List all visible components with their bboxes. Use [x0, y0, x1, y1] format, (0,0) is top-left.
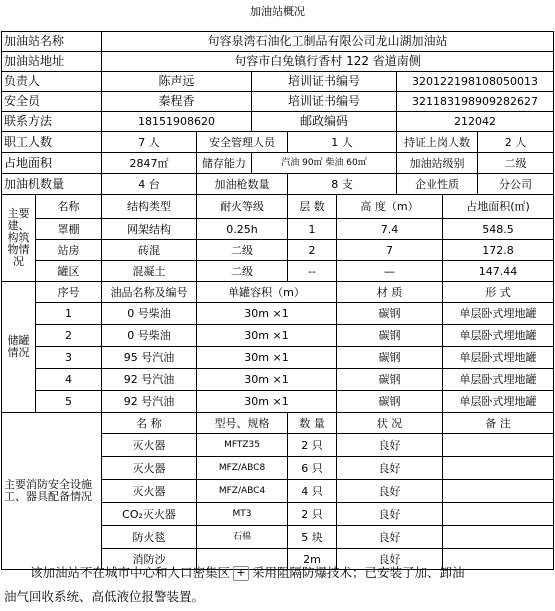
fire-item-status: 良好 [337, 480, 443, 503]
building-area: 548.5 [443, 219, 554, 240]
tank-product: 0 号柴油 [102, 303, 197, 325]
row-safety [2, 92, 554, 112]
fire-item-qty: 2 只 [288, 434, 337, 457]
fire-header-qty: 数 量 [288, 413, 337, 434]
safety-mgr-label: 安全管理人员 [197, 132, 288, 153]
row-area [2, 153, 554, 174]
fire-item-model: MFTZ35 [197, 434, 288, 457]
tank-type: 单层卧式埋地罐 [443, 325, 554, 347]
contact-value: 18151908620 [102, 112, 252, 132]
tank-volume: 30m ×1 [197, 369, 337, 391]
buildings-section-label: 主要建、构筑物情况 [2, 195, 36, 282]
buildings-header-name: 名称 [36, 195, 102, 219]
fire-item-status: 良好 [337, 549, 443, 570]
cert1-label: 培训证书编号 [252, 72, 397, 92]
building-fire-rating: 0.25h [197, 219, 288, 240]
row-manager [2, 72, 554, 92]
building-structure: 网架结构 [102, 219, 197, 240]
buildings-header-height: 高 度（m） [337, 195, 443, 219]
tanks-header-material: 材 质 [337, 282, 443, 303]
footer-text-part2: 采用阻隔防爆技术；已安装了加、卸油 [252, 565, 465, 580]
row-station-name [2, 32, 554, 52]
tank-material: 碳钢 [337, 391, 443, 413]
footer-note [4, 561, 552, 609]
postal-value: 212042 [397, 112, 554, 132]
tank-material: 碳钢 [337, 369, 443, 391]
nature-value: 分公司 [478, 174, 554, 195]
building-floors: -- [288, 261, 337, 282]
grade-label: 加油站级别 [397, 153, 478, 174]
row-contact [2, 112, 554, 132]
fire-item-model: MFZ/ABC8 [197, 457, 288, 480]
fire-item-qty: 6 只 [288, 457, 337, 480]
fire-item-remark [443, 526, 554, 549]
cert2-label: 培训证书编号 [252, 92, 397, 112]
building-area: 172.8 [443, 240, 554, 261]
machines-label: 加油机数量 [2, 174, 102, 195]
footer-line-2: 油气回收系统、高低液位报警装置。 [4, 589, 205, 604]
fire-header-row [2, 413, 554, 434]
fire-header-remark: 备 注 [443, 413, 554, 434]
buildings-header-row [2, 195, 554, 219]
building-height: 7 [337, 240, 443, 261]
tank-volume: 30m ×1 [197, 347, 337, 369]
area-label: 占地面积 [2, 153, 102, 174]
guns-label: 加油枪数量 [197, 174, 288, 195]
building-area: 147.44 [443, 261, 554, 282]
safety-value: 秦程香 [102, 92, 252, 112]
building-structure: 砖混 [102, 240, 197, 261]
tanks-header-index: 序号 [36, 282, 102, 303]
tank-product: 95 号汽油 [102, 347, 197, 369]
station-name-label: 加油站名称 [2, 32, 102, 52]
building-name: 站房 [36, 240, 102, 261]
fire-header-status: 状 况 [337, 413, 443, 434]
fire-item-remark [443, 480, 554, 503]
tank-index: 3 [36, 347, 102, 369]
machines-value: 4 台 [102, 174, 197, 195]
table-row [2, 391, 554, 413]
building-height: — [337, 261, 443, 282]
building-height: 7.4 [337, 219, 443, 240]
tank-product: 92 号汽油 [102, 369, 197, 391]
plus-icon[interactable]: + [233, 566, 249, 581]
fire-item-status: 良好 [337, 457, 443, 480]
certified-value: 2 人 [478, 132, 554, 153]
fire-item-status: 良好 [337, 434, 443, 457]
fire-item-model: MFZ/ABC4 [197, 480, 288, 503]
tanks-header-volume: 单罐容积（m） [197, 282, 337, 303]
tank-type: 单层卧式埋地罐 [443, 347, 554, 369]
tank-volume: 30m ×1 [197, 303, 337, 325]
buildings-header-fire-rating: 耐火等级 [197, 195, 288, 219]
certified-label: 持证上岗人数 [397, 132, 478, 153]
row-staff [2, 132, 554, 153]
address-label: 加油站地址 [2, 52, 102, 72]
station-name-value: 句容泉湾石油化工制品有限公司龙山湖加油站 [102, 32, 554, 52]
fire-section-label: 主要消防安全设施工、器具配备情况 [2, 413, 102, 570]
safety-label: 安全员 [2, 92, 102, 112]
storage-label: 储存能力 [197, 153, 252, 174]
manager-label: 负责人 [2, 72, 102, 92]
tanks-section-label: 储罐情况 [2, 282, 36, 413]
tank-material: 碳钢 [337, 347, 443, 369]
tank-index: 2 [36, 325, 102, 347]
fire-item-remark [443, 457, 554, 480]
fire-item-name: CO₂灭火器 [102, 503, 197, 526]
table-row [2, 240, 554, 261]
fire-item-qty: 4 只 [288, 480, 337, 503]
building-fire-rating: 二级 [197, 261, 288, 282]
fire-item-remark [443, 434, 554, 457]
tank-type: 单层卧式埋地罐 [443, 369, 554, 391]
fire-item-name: 消防沙 [102, 549, 197, 570]
tank-material: 碳钢 [337, 303, 443, 325]
address-value: 句容市白兔镇行香村 122 省道南侧 [102, 52, 554, 72]
fire-item-qty: 2 只 [288, 503, 337, 526]
tanks-header-row [2, 282, 554, 303]
building-name: 罩棚 [36, 219, 102, 240]
tank-index: 5 [36, 391, 102, 413]
table-row [2, 219, 554, 240]
building-floors: 1 [288, 219, 337, 240]
staff-label: 职工人数 [2, 132, 102, 153]
footer-text-part1: 该加油站不在城市中心和人口密集区 [30, 565, 231, 580]
building-structure: 混凝土 [102, 261, 197, 282]
tank-index: 4 [36, 369, 102, 391]
tank-index: 1 [36, 303, 102, 325]
table-row [2, 369, 554, 391]
safety-mgr-value: 1 人 [288, 132, 397, 153]
fire-header-name: 名 称 [102, 413, 197, 434]
nature-label: 企业性质 [397, 174, 478, 195]
guns-value: 8 支 [288, 174, 397, 195]
row-address [2, 52, 554, 72]
contact-label: 联系方法 [2, 112, 102, 132]
fire-item-qty: 5 块 [288, 526, 337, 549]
buildings-header-area: 占地面积(㎡) [443, 195, 554, 219]
fire-item-remark [443, 503, 554, 526]
tank-material: 碳钢 [337, 325, 443, 347]
fire-item-name: 灭火器 [102, 480, 197, 503]
tanks-header-type: 形 式 [443, 282, 554, 303]
row-machines [2, 174, 554, 195]
table-row [2, 261, 554, 282]
tank-type: 单层卧式埋地罐 [443, 391, 554, 413]
buildings-header-floors: 层 数 [288, 195, 337, 219]
cert1-value: 320122198108050013 [397, 72, 554, 92]
postal-label: 邮政编码 [252, 112, 397, 132]
table-row [2, 303, 554, 325]
tanks-header-product: 油品名称及编号 [102, 282, 197, 303]
staff-value: 7 人 [102, 132, 197, 153]
manager-value: 陈声远 [102, 72, 252, 92]
buildings-header-structure: 结构类型 [102, 195, 197, 219]
fire-item-model: MT3 [197, 503, 288, 526]
tank-type: 单层卧式埋地罐 [443, 303, 554, 325]
tank-product: 0 号柴油 [102, 325, 197, 347]
station-overview-table [1, 31, 554, 570]
building-name: 罐区 [36, 261, 102, 282]
fire-header-model: 型号、规格 [197, 413, 288, 434]
tank-volume: 30m ×1 [197, 325, 337, 347]
fire-item-name: 灭火器 [102, 434, 197, 457]
building-floors: 2 [288, 240, 337, 261]
area-value: 2847㎡ [102, 153, 197, 174]
tank-volume: 30m ×1 [197, 391, 337, 413]
grade-value: 二级 [478, 153, 554, 174]
fire-item-model: 石棉 [197, 526, 288, 549]
table-row [2, 325, 554, 347]
fire-item-status: 良好 [337, 503, 443, 526]
footer-line-1 [4, 561, 552, 585]
cert2-value: 321183198909282627 [397, 92, 554, 112]
fire-item-name: 防火毯 [102, 526, 197, 549]
page-title: 加油站概况 [250, 5, 305, 18]
tank-product: 92 号汽油 [102, 391, 197, 413]
fire-item-status: 良好 [337, 526, 443, 549]
table-row [2, 347, 554, 369]
storage-value: 汽油 90㎡ 柴油 60㎡ [252, 153, 397, 174]
building-fire-rating: 二级 [197, 240, 288, 261]
fire-item-qty: 2m [288, 549, 337, 570]
fire-item-name: 灭火器 [102, 457, 197, 480]
